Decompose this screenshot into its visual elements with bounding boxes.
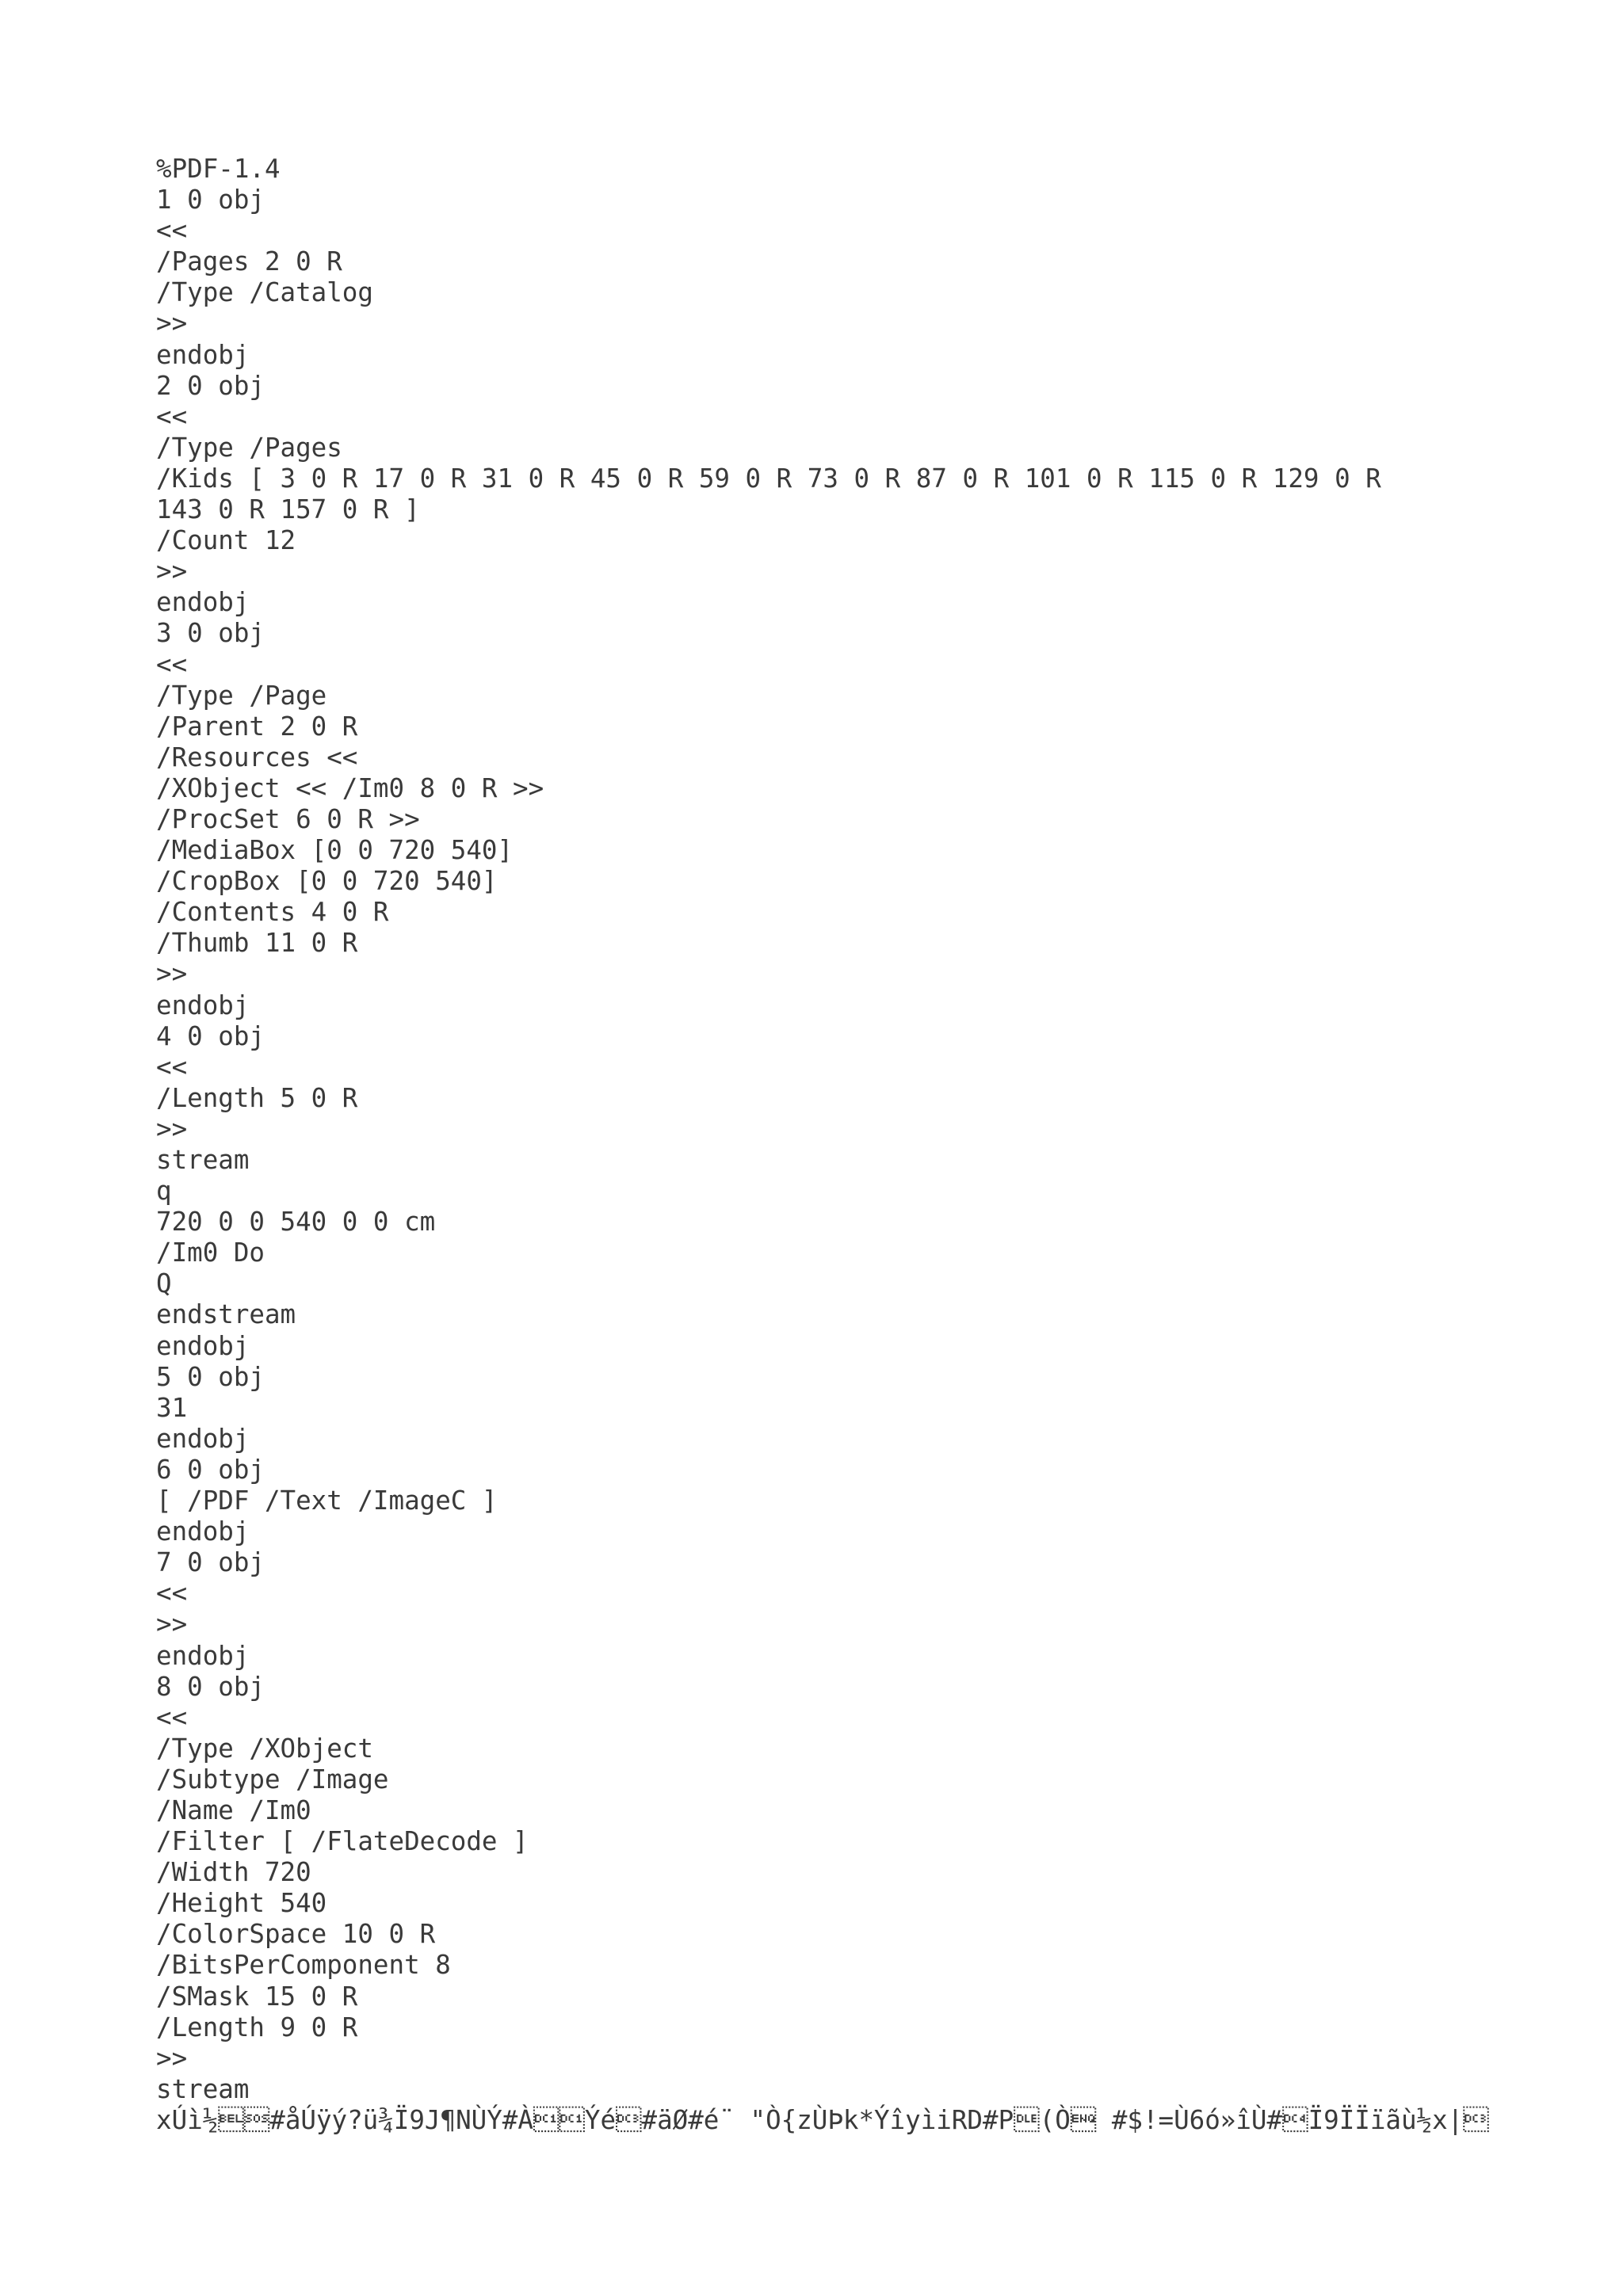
text-line: endobj (156, 339, 250, 370)
text-line: /Filter [ /FlateDecode ] (156, 1826, 529, 1857)
text-line: endobj (156, 1516, 250, 1547)
text-line: endobj (156, 1423, 250, 1454)
text-line: 8 0 obj (156, 1671, 265, 1702)
text-line: << (156, 1051, 188, 1082)
text-line: stream (156, 2073, 250, 2104)
text-line: /Height 540 (156, 1888, 327, 1919)
text-line: >> (156, 2042, 188, 2073)
text-line: endobj (156, 1330, 250, 1361)
text-line: /Count 12 (156, 525, 296, 556)
text-line: << (156, 1702, 188, 1733)
text-line: 5 0 obj (156, 1361, 265, 1392)
text-line: /Type /XObject (156, 1733, 373, 1764)
text-line: /ColorSpace 10 0 R (156, 1919, 436, 1950)
text-line: << (156, 215, 188, 246)
text-line: >> (156, 556, 188, 587)
text-line: /Parent 2 0 R (156, 711, 358, 742)
text-line: >> (156, 1113, 188, 1144)
text-line: endobj (156, 587, 250, 618)
text-line: endobj (156, 990, 250, 1020)
text-line: /Width 720 (156, 1857, 311, 1888)
pdf-source-text (156, 154, 1489, 2136)
text-line: /Pages 2 0 R (156, 246, 342, 277)
text-line: [ /PDF /Text /ImageC ] (156, 1486, 498, 1516)
text-line: 6 0 obj (156, 1454, 265, 1485)
text-line: endstream (156, 1299, 296, 1330)
text-line: 720 0 0 540 0 0 cm (156, 1207, 436, 1238)
text-line: stream (156, 1145, 250, 1175)
text-line: /Type /Page (156, 680, 327, 711)
text-line: /ProcSet 6 0 R >> (156, 803, 420, 834)
text-line: /Thumb 11 0 R (156, 928, 358, 959)
text-line: >> (156, 308, 188, 339)
text-line: 31 (156, 1392, 188, 1423)
text-line: 7 0 obj (156, 1547, 265, 1578)
text-line: /Name /Im0 (156, 1794, 311, 1825)
text-line: /Subtype /Image (156, 1764, 389, 1794)
text-line: /Type /Pages (156, 432, 342, 463)
text-line: /SMask 15 0 R (156, 1981, 358, 2012)
text-line: /XObject << /Im0 8 0 R >> (156, 772, 544, 803)
text-line: /CropBox [0 0 720 540] (156, 866, 498, 897)
text-line: /Type /Catalog (156, 277, 373, 308)
text-line: >> (156, 1609, 188, 1640)
text-line: xÚì½#åÚÿý?ü¾Ï9J¶NÙÝ#ÀÝé#äØ#é¨ "Ò{zÙÞk*ÝîyìiRD#P(Ò #$!=Ù6ó»îÙ#Ï9ÏÏïãù½x| (156, 2104, 1489, 2135)
text-line: /Contents 4 0 R (156, 897, 389, 928)
text-line: endobj (156, 1640, 250, 1671)
text-line: /BitsPerComponent 8 (156, 1950, 451, 1981)
text-line: q (156, 1176, 172, 1207)
text-line: 3 0 obj (156, 618, 265, 649)
text-line: /Resources << (156, 742, 358, 772)
text-line: 2 0 obj (156, 370, 265, 401)
text-line: /Kids [ 3 0 R 17 0 R 31 0 R 45 0 R 59 0 R 73 0 R 87 0 R 101 0 R 115 0 R 129 0 R (156, 463, 1381, 494)
text-line: << (156, 649, 188, 680)
text-line: 1 0 obj (156, 185, 265, 215)
text-line: 143 0 R 157 0 R ] (156, 494, 420, 525)
text-line: /MediaBox [0 0 720 540] (156, 835, 514, 866)
text-line: /Length 5 0 R (156, 1082, 358, 1113)
text-line: /Im0 Do (156, 1238, 265, 1268)
text-line: << (156, 1578, 188, 1609)
text-line: /Length 9 0 R (156, 2012, 358, 2042)
text-line: << (156, 401, 188, 432)
text-line: Q (156, 1268, 172, 1299)
text-line: 4 0 obj (156, 1020, 265, 1051)
text-line: %PDF-1.4 (156, 154, 281, 184)
text-line: >> (156, 959, 188, 990)
